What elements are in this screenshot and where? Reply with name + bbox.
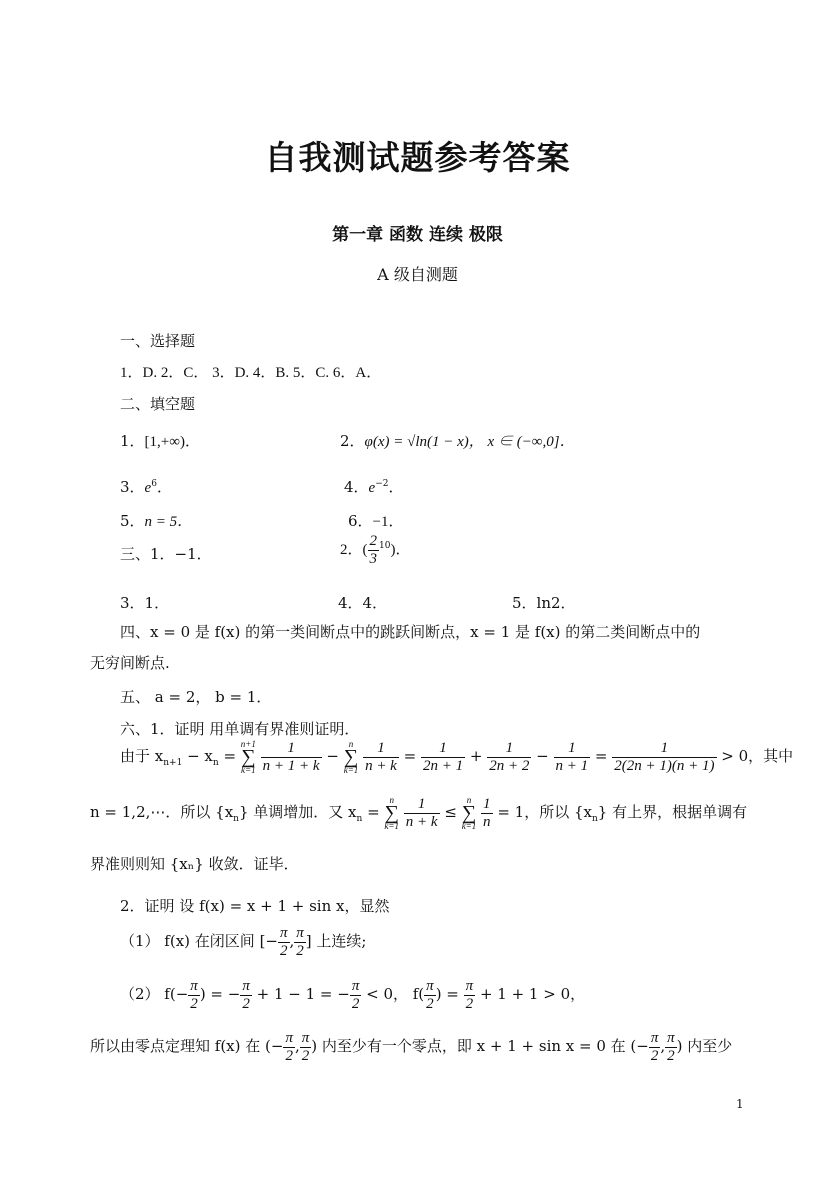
section-4-line-2: 无穷间断点. xyxy=(90,654,170,672)
fill-answer-5: 5．n = 5． xyxy=(120,512,193,530)
section-4-line-1: 四、x = 0 是 f(x) 的第一类间断点中的跳跃间断点，x = 1 是 f(x) 的第二类间断点中的 xyxy=(120,623,701,641)
fill-answer-2: 2．φ(x) = √ln(1 − x)， x ∈ (−∞,0]． xyxy=(340,432,575,450)
fill-answer-1: 1．[1,+∞)． xyxy=(120,432,200,450)
section-3-answer-2: 2．( $\frac{2}{3}$ $^{10}$)． xyxy=(340,533,411,567)
section-3-answer-3: 3．1． xyxy=(120,594,170,612)
summation-symbol: n ∑ k=1 xyxy=(384,795,399,832)
section-choice-heading: 一、选择题 xyxy=(120,332,196,350)
section-3-answer-4: 4．4． xyxy=(338,594,388,612)
section-3-answer-5: 5．ln2． xyxy=(512,594,576,612)
proof-1-line-2: n = 1,2,⋯．所以 $\{x_n\}$ 单调增加．又 $x_n$ = n ∑ k=1 $\frac{1}{n + k}$ ≤ n ∑ k=1 $\frac{1}{n}$ = 1，所以 $\{x_n\}$ 有上界，根据单调有 xyxy=(90,795,748,832)
summation-symbol: n+1 ∑ k=1 xyxy=(240,739,256,776)
section-3-answer-1: 三、1．−1． xyxy=(120,545,212,563)
level-heading: A 级自测题 xyxy=(377,265,458,284)
chapter-heading: 第一章 函数 连续 极限 xyxy=(332,225,503,245)
section-6-heading: 六、1．证明 用单调有界准则证明． xyxy=(120,720,360,738)
proof-1-equation: 由于 $x_{n+1} - x_n$ = n+1 ∑ k=1 $\frac{1}{n + 1 + k}$ − n ∑ k=1 $\frac{1}{n + k}$ = $\frac{1}{2n + 1}$ + $\frac{1}{2n + 2}$ − $\frac{1}{n + 1}$ = $\frac{1}{2(2n + 1)(n + 1)}$ > 0，其中 xyxy=(120,739,794,776)
choice-answers: 1．D. 2．C． 3．D. 4．B. 5．C. 6．A． xyxy=(120,365,382,381)
proof-1-line-3: 界准则则知 {xₙ} 收敛．证毕． xyxy=(90,855,299,873)
section-fill-heading: 二、填空题 xyxy=(120,395,196,413)
page-number: 1 xyxy=(736,1097,744,1111)
summation-symbol: n ∑ k=1 xyxy=(343,739,359,776)
fill-answer-4: 4．$e^{-2}$． xyxy=(344,478,404,496)
fill-answer-6: 6．−1． xyxy=(348,512,404,530)
proof-2-step-2: （2） f(− $\frac{\pi}{2}$ ) = − $\frac{\pi}{2}$ + 1 − 1 = − $\frac{\pi}{2}$ < 0， f( $\frac{\pi}{2}$ ) = $\frac{\pi}{2}$ + 1 + 1 > 0， xyxy=(120,978,586,1012)
page-title: 自我测试题参考答案 xyxy=(264,138,571,177)
proof-2-step-1: （1） f(x) 在闭区间 [− $\frac{\pi}{2}$ , $\frac{\pi}{2}$ ] 上连续; xyxy=(120,925,367,959)
section-5-answer: 五、 a = 2， b = 1． xyxy=(120,688,272,706)
summation-symbol: n ∑ k=1 xyxy=(461,795,477,832)
proof-2-heading: 2．证明 设 f(x) = x + 1 + sin x，显然 xyxy=(120,897,390,915)
proof-2-conclusion: 所以由零点定理知 f(x) 在 (− $\frac{\pi}{2}$ , $\frac{\pi}{2}$ ) 内至少有一个零点，即 x + 1 + sin x = 0 在 (− $\frac{\pi}{2}$ , $\frac{\pi}{2}$ ) 内至少 xyxy=(90,1030,733,1064)
fraction-two-thirds: $\frac{2}{3}$ xyxy=(369,533,377,567)
fill-answer-3: 3．$e^6$． xyxy=(120,478,172,496)
